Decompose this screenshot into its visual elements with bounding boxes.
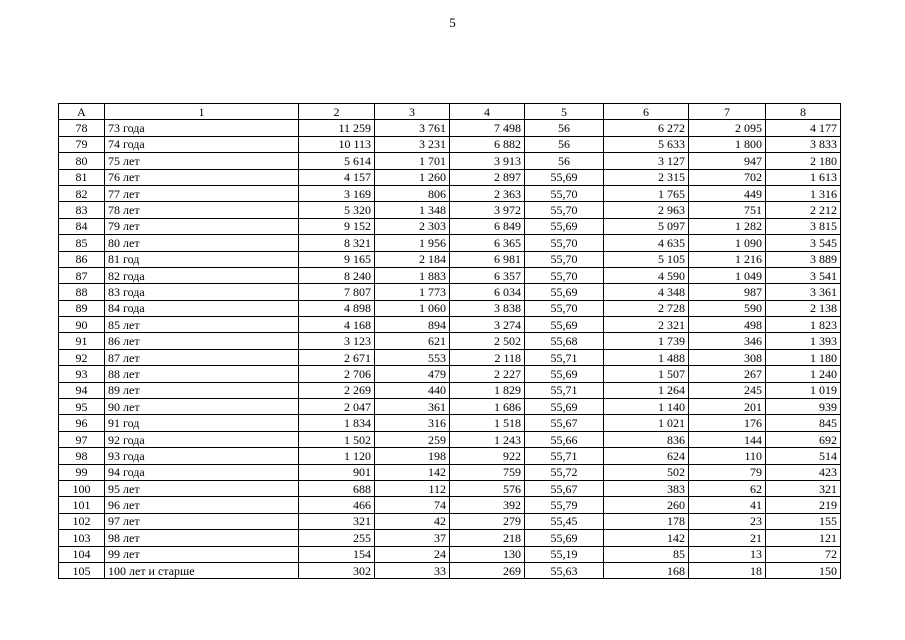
value-cell: 2 212 <box>766 202 841 218</box>
value-cell: 553 <box>375 349 450 365</box>
value-cell: 24 <box>375 546 450 562</box>
value-cell: 2 363 <box>450 185 525 201</box>
value-cell: 55,69 <box>525 169 604 185</box>
value-cell: 590 <box>689 300 766 316</box>
value-cell: 4 635 <box>604 235 689 251</box>
value-cell: 55,71 <box>525 382 604 398</box>
value-cell: 1 282 <box>689 218 766 234</box>
value-cell: 155 <box>766 513 841 529</box>
value-cell: 55,69 <box>525 317 604 333</box>
value-cell: 2 728 <box>604 300 689 316</box>
value-cell: 37 <box>375 530 450 546</box>
value-cell: 383 <box>604 480 689 496</box>
value-cell: 130 <box>450 546 525 562</box>
header-cell: А <box>59 104 105 120</box>
value-cell: 5 614 <box>299 153 375 169</box>
value-cell: 121 <box>766 530 841 546</box>
value-cell: 154 <box>299 546 375 562</box>
value-cell: 1 883 <box>375 267 450 283</box>
value-cell: 502 <box>604 464 689 480</box>
value-cell: 2 227 <box>450 366 525 382</box>
row-number-cell: 103 <box>59 530 105 546</box>
row-number-cell: 95 <box>59 399 105 415</box>
value-cell: 55,70 <box>525 185 604 201</box>
table-row <box>59 120 841 136</box>
header-cell: 2 <box>299 104 375 120</box>
value-cell: 5 105 <box>604 251 689 267</box>
value-cell: 55,69 <box>525 366 604 382</box>
row-number-cell: 86 <box>59 251 105 267</box>
value-cell: 2 706 <box>299 366 375 382</box>
value-cell: 2 138 <box>766 300 841 316</box>
value-cell: 1 021 <box>604 415 689 431</box>
value-cell: 55,68 <box>525 333 604 349</box>
age-label-cell: 79 лет <box>105 218 299 234</box>
value-cell: 21 <box>689 530 766 546</box>
header-cell: 6 <box>604 104 689 120</box>
header-cell: 4 <box>450 104 525 120</box>
value-cell: 1 502 <box>299 431 375 447</box>
value-cell: 688 <box>299 480 375 496</box>
value-cell: 479 <box>375 366 450 382</box>
age-label-cell: 81 год <box>105 251 299 267</box>
value-cell: 255 <box>299 530 375 546</box>
header-cell: 1 <box>105 104 299 120</box>
value-cell: 4 898 <box>299 300 375 316</box>
age-label-cell: 73 года <box>105 120 299 136</box>
age-label-cell: 95 лет <box>105 480 299 496</box>
value-cell: 55,70 <box>525 202 604 218</box>
header-cell: 8 <box>766 104 841 120</box>
age-label-cell: 96 лет <box>105 497 299 513</box>
value-cell: 168 <box>604 562 689 578</box>
value-cell: 4 157 <box>299 169 375 185</box>
value-cell: 11 259 <box>299 120 375 136</box>
table-row <box>59 562 841 578</box>
value-cell: 1 834 <box>299 415 375 431</box>
value-cell: 56 <box>525 153 604 169</box>
value-cell: 3 972 <box>450 202 525 218</box>
age-label-cell: 82 года <box>105 267 299 283</box>
value-cell: 1 243 <box>450 431 525 447</box>
value-cell: 176 <box>689 415 766 431</box>
value-cell: 2 897 <box>450 169 525 185</box>
value-cell: 901 <box>299 464 375 480</box>
row-number-cell: 83 <box>59 202 105 218</box>
row-number-cell: 94 <box>59 382 105 398</box>
row-number-cell: 100 <box>59 480 105 496</box>
age-label-cell: 94 года <box>105 464 299 480</box>
value-cell: 8 240 <box>299 267 375 283</box>
table-row <box>59 169 841 185</box>
age-label-cell: 85 лет <box>105 317 299 333</box>
age-label-cell: 88 лет <box>105 366 299 382</box>
age-label-cell: 76 лет <box>105 169 299 185</box>
value-cell: 1 823 <box>766 317 841 333</box>
row-number-cell: 105 <box>59 562 105 578</box>
value-cell: 3 815 <box>766 218 841 234</box>
value-cell: 449 <box>689 185 766 201</box>
value-cell: 6 365 <box>450 235 525 251</box>
value-cell: 1 686 <box>450 399 525 415</box>
row-number-cell: 88 <box>59 284 105 300</box>
value-cell: 1 216 <box>689 251 766 267</box>
table-row <box>59 267 841 283</box>
age-label-cell: 80 лет <box>105 235 299 251</box>
value-cell: 55,71 <box>525 448 604 464</box>
value-cell: 806 <box>375 185 450 201</box>
table-row <box>59 136 841 152</box>
value-cell: 6 849 <box>450 218 525 234</box>
age-label-cell: 84 года <box>105 300 299 316</box>
value-cell: 5 097 <box>604 218 689 234</box>
age-label-cell: 93 года <box>105 448 299 464</box>
value-cell: 150 <box>766 562 841 578</box>
table-row <box>59 366 841 382</box>
value-cell: 392 <box>450 497 525 513</box>
table-row <box>59 333 841 349</box>
value-cell: 55,69 <box>525 284 604 300</box>
value-cell: 894 <box>375 317 450 333</box>
value-cell: 3 169 <box>299 185 375 201</box>
value-cell: 4 590 <box>604 267 689 283</box>
value-cell: 13 <box>689 546 766 562</box>
row-number-cell: 78 <box>59 120 105 136</box>
value-cell: 2 047 <box>299 399 375 415</box>
value-cell: 245 <box>689 382 766 398</box>
value-cell: 85 <box>604 546 689 562</box>
value-cell: 55,67 <box>525 415 604 431</box>
value-cell: 1 829 <box>450 382 525 398</box>
table-row <box>59 300 841 316</box>
row-number-cell: 84 <box>59 218 105 234</box>
row-number-cell: 81 <box>59 169 105 185</box>
value-cell: 8 321 <box>299 235 375 251</box>
value-cell: 302 <box>299 562 375 578</box>
age-label-cell: 92 года <box>105 431 299 447</box>
table-row <box>59 251 841 267</box>
value-cell: 759 <box>450 464 525 480</box>
header-cell: 5 <box>525 104 604 120</box>
row-number-cell: 82 <box>59 185 105 201</box>
value-cell: 42 <box>375 513 450 529</box>
table-row <box>59 349 841 365</box>
value-cell: 55,69 <box>525 399 604 415</box>
value-cell: 308 <box>689 349 766 365</box>
value-cell: 55,71 <box>525 349 604 365</box>
value-cell: 2 321 <box>604 317 689 333</box>
value-cell: 62 <box>689 480 766 496</box>
row-number-cell: 93 <box>59 366 105 382</box>
age-label-cell: 83 года <box>105 284 299 300</box>
value-cell: 987 <box>689 284 766 300</box>
table-row <box>59 399 841 415</box>
value-cell: 1 701 <box>375 153 450 169</box>
value-cell: 6 034 <box>450 284 525 300</box>
value-cell: 2 269 <box>299 382 375 398</box>
value-cell: 198 <box>375 448 450 464</box>
age-label-cell: 77 лет <box>105 185 299 201</box>
value-cell: 55,67 <box>525 480 604 496</box>
table-row <box>59 317 841 333</box>
value-cell: 1 060 <box>375 300 450 316</box>
row-number-cell: 101 <box>59 497 105 513</box>
value-cell: 1 019 <box>766 382 841 398</box>
value-cell: 466 <box>299 497 375 513</box>
value-cell: 1 518 <box>450 415 525 431</box>
table-row <box>59 448 841 464</box>
value-cell: 361 <box>375 399 450 415</box>
value-cell: 2 671 <box>299 349 375 365</box>
value-cell: 1 773 <box>375 284 450 300</box>
value-cell: 6 882 <box>450 136 525 152</box>
value-cell: 621 <box>375 333 450 349</box>
value-cell: 9 165 <box>299 251 375 267</box>
population-table <box>58 103 841 579</box>
row-number-cell: 79 <box>59 136 105 152</box>
value-cell: 922 <box>450 448 525 464</box>
value-cell: 3 545 <box>766 235 841 251</box>
table-row <box>59 513 841 529</box>
value-cell: 55,79 <box>525 497 604 513</box>
age-label-cell: 74 года <box>105 136 299 152</box>
value-cell: 3 889 <box>766 251 841 267</box>
value-cell: 2 303 <box>375 218 450 234</box>
value-cell: 2 315 <box>604 169 689 185</box>
value-cell: 9 152 <box>299 218 375 234</box>
value-cell: 55,45 <box>525 513 604 529</box>
value-cell: 112 <box>375 480 450 496</box>
value-cell: 321 <box>299 513 375 529</box>
value-cell: 836 <box>604 431 689 447</box>
row-number-cell: 87 <box>59 267 105 283</box>
value-cell: 1 507 <box>604 366 689 382</box>
value-cell: 2 118 <box>450 349 525 365</box>
table-row <box>59 284 841 300</box>
value-cell: 939 <box>766 399 841 415</box>
value-cell: 74 <box>375 497 450 513</box>
value-cell: 1 613 <box>766 169 841 185</box>
header-cell: 7 <box>689 104 766 120</box>
value-cell: 41 <box>689 497 766 513</box>
value-cell: 1 090 <box>689 235 766 251</box>
age-label-cell: 75 лет <box>105 153 299 169</box>
value-cell: 1 049 <box>689 267 766 283</box>
value-cell: 55,72 <box>525 464 604 480</box>
table-body <box>59 120 841 579</box>
row-number-cell: 96 <box>59 415 105 431</box>
value-cell: 2 180 <box>766 153 841 169</box>
row-number-cell: 92 <box>59 349 105 365</box>
value-cell: 5 320 <box>299 202 375 218</box>
value-cell: 7 498 <box>450 120 525 136</box>
value-cell: 3 231 <box>375 136 450 152</box>
value-cell: 2 502 <box>450 333 525 349</box>
age-label-cell: 98 лет <box>105 530 299 546</box>
value-cell: 692 <box>766 431 841 447</box>
value-cell: 55,19 <box>525 546 604 562</box>
row-number-cell: 98 <box>59 448 105 464</box>
value-cell: 55,70 <box>525 235 604 251</box>
value-cell: 5 633 <box>604 136 689 152</box>
age-label-cell: 78 лет <box>105 202 299 218</box>
value-cell: 55,70 <box>525 251 604 267</box>
value-cell: 267 <box>689 366 766 382</box>
value-cell: 3 127 <box>604 153 689 169</box>
value-cell: 72 <box>766 546 841 562</box>
value-cell: 440 <box>375 382 450 398</box>
table-row <box>59 153 841 169</box>
value-cell: 6 981 <box>450 251 525 267</box>
value-cell: 3 123 <box>299 333 375 349</box>
value-cell: 142 <box>375 464 450 480</box>
value-cell: 55,70 <box>525 300 604 316</box>
value-cell: 1 316 <box>766 185 841 201</box>
value-cell: 3 761 <box>375 120 450 136</box>
table-row <box>59 530 841 546</box>
value-cell: 55,69 <box>525 218 604 234</box>
value-cell: 79 <box>689 464 766 480</box>
value-cell: 514 <box>766 448 841 464</box>
value-cell: 2 963 <box>604 202 689 218</box>
value-cell: 269 <box>450 562 525 578</box>
value-cell: 55,70 <box>525 267 604 283</box>
value-cell: 201 <box>689 399 766 415</box>
value-cell: 1 488 <box>604 349 689 365</box>
value-cell: 4 168 <box>299 317 375 333</box>
table-row <box>59 480 841 496</box>
page-number: 5 <box>449 15 456 30</box>
row-number-cell: 85 <box>59 235 105 251</box>
value-cell: 56 <box>525 120 604 136</box>
value-cell: 1 956 <box>375 235 450 251</box>
age-label-cell: 89 лет <box>105 382 299 398</box>
value-cell: 576 <box>450 480 525 496</box>
age-label-cell: 90 лет <box>105 399 299 415</box>
value-cell: 346 <box>689 333 766 349</box>
value-cell: 498 <box>689 317 766 333</box>
value-cell: 1 765 <box>604 185 689 201</box>
value-cell: 6 272 <box>604 120 689 136</box>
value-cell: 1 739 <box>604 333 689 349</box>
value-cell: 947 <box>689 153 766 169</box>
table-row <box>59 235 841 251</box>
value-cell: 1 264 <box>604 382 689 398</box>
value-cell: 56 <box>525 136 604 152</box>
value-cell: 1 120 <box>299 448 375 464</box>
value-cell: 259 <box>375 431 450 447</box>
value-cell: 178 <box>604 513 689 529</box>
value-cell: 1 348 <box>375 202 450 218</box>
value-cell: 3 541 <box>766 267 841 283</box>
row-number-cell: 89 <box>59 300 105 316</box>
value-cell: 1 180 <box>766 349 841 365</box>
value-cell: 3 833 <box>766 136 841 152</box>
row-number-cell: 104 <box>59 546 105 562</box>
value-cell: 702 <box>689 169 766 185</box>
row-number-cell: 80 <box>59 153 105 169</box>
value-cell: 144 <box>689 431 766 447</box>
table-row <box>59 218 841 234</box>
age-label-cell: 91 год <box>105 415 299 431</box>
value-cell: 55,63 <box>525 562 604 578</box>
value-cell: 142 <box>604 530 689 546</box>
value-cell: 316 <box>375 415 450 431</box>
value-cell: 3 838 <box>450 300 525 316</box>
value-cell: 3 361 <box>766 284 841 300</box>
value-cell: 219 <box>766 497 841 513</box>
value-cell: 2 184 <box>375 251 450 267</box>
table-row <box>59 497 841 513</box>
value-cell: 1 240 <box>766 366 841 382</box>
value-cell: 3 274 <box>450 317 525 333</box>
value-cell: 6 357 <box>450 267 525 283</box>
row-number-cell: 90 <box>59 317 105 333</box>
value-cell: 751 <box>689 202 766 218</box>
value-cell: 1 140 <box>604 399 689 415</box>
value-cell: 260 <box>604 497 689 513</box>
value-cell: 1 260 <box>375 169 450 185</box>
value-cell: 4 177 <box>766 120 841 136</box>
row-number-cell: 91 <box>59 333 105 349</box>
value-cell: 218 <box>450 530 525 546</box>
table-row <box>59 546 841 562</box>
value-cell: 3 913 <box>450 153 525 169</box>
value-cell: 55,66 <box>525 431 604 447</box>
value-cell: 4 348 <box>604 284 689 300</box>
value-cell: 2 095 <box>689 120 766 136</box>
row-number-cell: 99 <box>59 464 105 480</box>
table-row <box>59 382 841 398</box>
header-cell: 3 <box>375 104 450 120</box>
value-cell: 18 <box>689 562 766 578</box>
value-cell: 279 <box>450 513 525 529</box>
value-cell: 55,69 <box>525 530 604 546</box>
table-row <box>59 202 841 218</box>
value-cell: 423 <box>766 464 841 480</box>
table-row <box>59 464 841 480</box>
value-cell: 23 <box>689 513 766 529</box>
row-number-cell: 102 <box>59 513 105 529</box>
age-label-cell: 97 лет <box>105 513 299 529</box>
value-cell: 110 <box>689 448 766 464</box>
value-cell: 321 <box>766 480 841 496</box>
value-cell: 33 <box>375 562 450 578</box>
age-label-cell: 100 лет и старше <box>105 562 299 578</box>
value-cell: 845 <box>766 415 841 431</box>
value-cell: 1 800 <box>689 136 766 152</box>
age-label-cell: 87 лет <box>105 349 299 365</box>
table-row <box>59 431 841 447</box>
table-row <box>59 415 841 431</box>
age-label-cell: 99 лет <box>105 546 299 562</box>
value-cell: 624 <box>604 448 689 464</box>
table-row <box>59 185 841 201</box>
value-cell: 7 807 <box>299 284 375 300</box>
age-label-cell: 86 лет <box>105 333 299 349</box>
row-number-cell: 97 <box>59 431 105 447</box>
header-row <box>59 104 841 120</box>
value-cell: 10 113 <box>299 136 375 152</box>
value-cell: 1 393 <box>766 333 841 349</box>
